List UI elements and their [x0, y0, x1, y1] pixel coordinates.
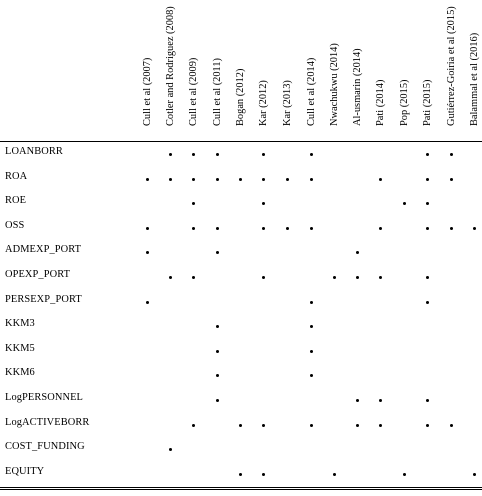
table-row — [0, 265, 482, 289]
table-row — [0, 339, 482, 363]
presence-dot — [379, 178, 382, 181]
row-label: KKM6 — [5, 367, 35, 379]
presence-dot — [333, 276, 336, 279]
column-header — [416, 6, 439, 138]
table-row — [0, 462, 482, 486]
bottom-rule-2 — [0, 489, 482, 490]
row-label: ROE — [5, 195, 27, 207]
table-row — [0, 167, 482, 191]
presence-dot — [356, 276, 359, 279]
presence-dot — [192, 227, 195, 230]
column-header — [440, 6, 463, 138]
presence-dot — [403, 202, 406, 205]
column-header-label: Pop (2015) — [398, 79, 410, 126]
presence-dot — [169, 153, 172, 156]
presence-dot — [216, 251, 219, 254]
presence-dot — [262, 473, 265, 476]
presence-dot — [216, 178, 219, 181]
presence-dot — [426, 399, 429, 402]
column-header-label: Al-usmarin (2014) — [351, 48, 363, 126]
presence-dot — [310, 178, 313, 181]
column-header — [369, 6, 392, 138]
presence-dot — [216, 325, 219, 328]
presence-dot — [450, 424, 453, 427]
presence-dot — [216, 153, 219, 156]
table-row — [0, 216, 482, 240]
column-header — [323, 6, 346, 138]
bottom-rule-1 — [0, 487, 482, 488]
presence-dot — [379, 424, 382, 427]
presence-dot — [262, 276, 265, 279]
column-header-label: Balammal et al (2016) — [468, 32, 480, 126]
presence-dot — [473, 227, 476, 230]
presence-dot — [239, 473, 242, 476]
presence-dot — [356, 399, 359, 402]
presence-dot — [356, 424, 359, 427]
presence-dot — [450, 178, 453, 181]
column-header-label: Cull et al (2011) — [211, 57, 223, 126]
presence-dot — [426, 178, 429, 181]
presence-dot — [426, 301, 429, 304]
presence-dot — [426, 202, 429, 205]
presence-dot — [379, 227, 382, 230]
column-header-label: Cull et al (2007) — [141, 57, 153, 126]
table-row — [0, 314, 482, 338]
presence-dot — [262, 178, 265, 181]
presence-dot — [216, 350, 219, 353]
presence-dot — [169, 276, 172, 279]
presence-dot — [192, 424, 195, 427]
row-label: LogACTIVEBORR — [5, 416, 90, 428]
presence-dot — [310, 227, 313, 230]
row-label: KKM3 — [5, 318, 35, 330]
row-label: PERSEXP_PORT — [5, 293, 82, 305]
column-header — [393, 6, 416, 138]
presence-dot — [426, 424, 429, 427]
presence-dot — [262, 153, 265, 156]
row-label: EQUITY — [5, 465, 45, 477]
presence-dot — [146, 301, 149, 304]
presence-dot — [426, 153, 429, 156]
column-header-label: Kar (2012) — [257, 80, 269, 126]
table-row — [0, 413, 482, 437]
presence-dot — [262, 424, 265, 427]
column-header-label: Pati (2014) — [374, 79, 386, 126]
presence-dot — [169, 178, 172, 181]
column-header — [136, 6, 159, 138]
presence-dot — [333, 473, 336, 476]
column-header-label: Pati (2015) — [421, 79, 433, 126]
table-row — [0, 437, 482, 461]
table-row — [0, 290, 482, 314]
presence-dot — [379, 276, 382, 279]
presence-dot — [356, 251, 359, 254]
table-row — [0, 191, 482, 215]
presence-dot — [310, 350, 313, 353]
presence-dot — [426, 227, 429, 230]
table-row — [0, 388, 482, 412]
presence-dot — [286, 178, 289, 181]
presence-dot — [239, 424, 242, 427]
column-header — [206, 6, 229, 138]
row-label: COST_FUNDING — [5, 441, 85, 453]
presence-dot — [450, 227, 453, 230]
presence-dot — [192, 153, 195, 156]
column-header — [182, 6, 205, 138]
presence-dot — [216, 399, 219, 402]
presence-dot — [216, 227, 219, 230]
column-header-label: Bogan (2012) — [234, 68, 246, 126]
presence-dot — [450, 153, 453, 156]
column-header-label: Cull et al (2009) — [187, 57, 199, 126]
presence-dot — [310, 424, 313, 427]
column-header — [463, 6, 482, 138]
presence-dot — [403, 473, 406, 476]
column-header — [300, 6, 323, 138]
presence-dot — [262, 227, 265, 230]
presence-dot — [262, 202, 265, 205]
column-header — [346, 6, 369, 138]
presence-dot — [216, 374, 219, 377]
column-header — [159, 6, 182, 138]
presence-dot — [192, 202, 195, 205]
presence-dot — [239, 178, 242, 181]
presence-dot — [286, 227, 289, 230]
presence-dot — [146, 178, 149, 181]
presence-dot — [192, 178, 195, 181]
row-label: KKM5 — [5, 342, 35, 354]
table-row — [0, 240, 482, 264]
table-row — [0, 142, 482, 166]
presence-dot — [146, 227, 149, 230]
presence-dot — [310, 325, 313, 328]
column-header-label: Cull et al (2014) — [305, 57, 317, 126]
column-header-label: Nwachukwu (2014) — [328, 43, 340, 126]
table-row — [0, 363, 482, 387]
column-header-label: Gutiérrez-Goiria et al (2015) — [445, 6, 457, 126]
presence-dot — [146, 251, 149, 254]
column-header-label: Kar (2013) — [281, 80, 293, 126]
presence-dot — [379, 399, 382, 402]
column-header — [252, 6, 275, 138]
presence-dot — [426, 276, 429, 279]
presence-dot — [473, 473, 476, 476]
presence-dot — [169, 448, 172, 451]
presence-dot — [310, 153, 313, 156]
row-label: ROA — [5, 170, 28, 182]
row-label: LogPERSONNEL — [5, 392, 83, 403]
column-header — [276, 6, 299, 138]
presence-dot — [192, 276, 195, 279]
row-label: OSS — [5, 219, 25, 231]
row-label: ADMEXP_PORT — [5, 244, 82, 256]
presence-dot — [310, 374, 313, 377]
row-label: OPEXP_PORT — [5, 269, 71, 280]
presence-dot — [310, 301, 313, 304]
row-label: LOANBORR — [5, 146, 63, 157]
column-header — [229, 6, 252, 138]
column-header-label: Cotler and Rodriguez (2008) — [164, 6, 176, 126]
